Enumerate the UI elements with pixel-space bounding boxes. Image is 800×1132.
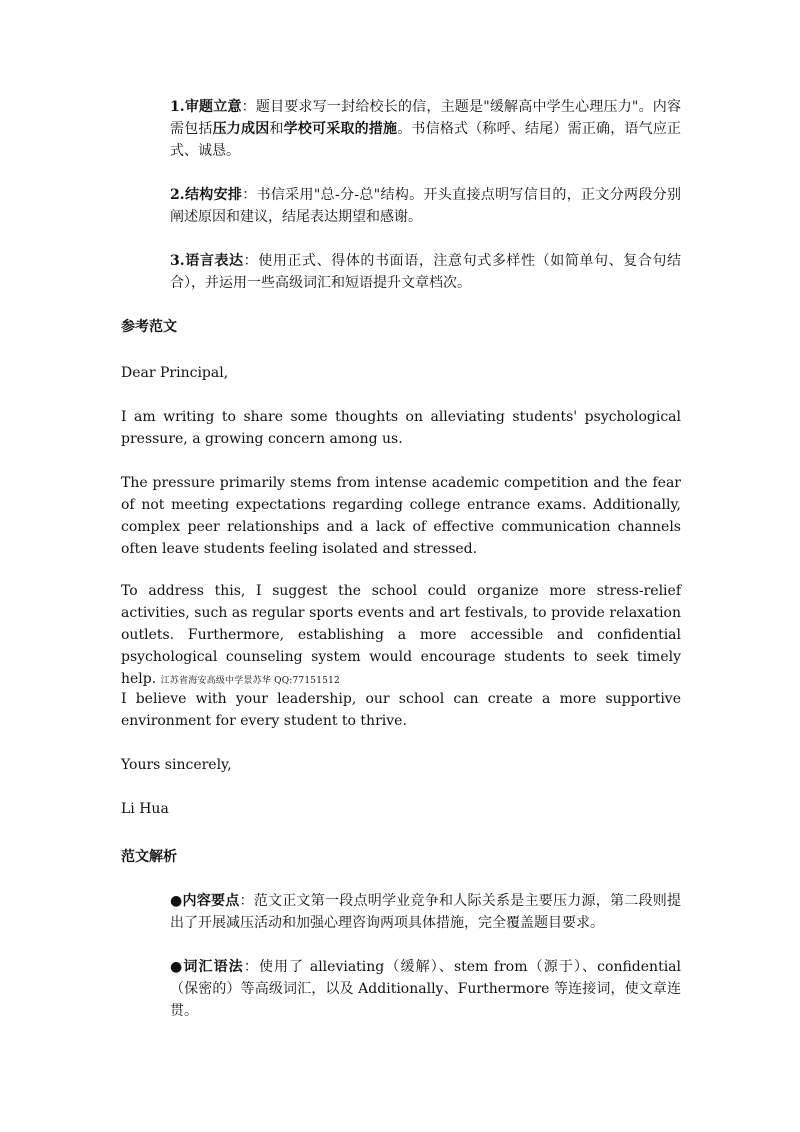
separator: ： <box>243 253 259 269</box>
letter-paragraph-3 <box>121 580 681 692</box>
analysis-item-1-text: 和 <box>269 121 284 137</box>
author-note: 江苏省海安高级中学景苏华 QQ:77151512 <box>160 676 340 686</box>
separator: ： <box>242 187 257 203</box>
commentary-item-1-text: 范文正文第一段点明学业竞争和人际关系是主要压力源，第二段则提出了开展减压活动和加强心理咨询两项具体措施，完全覆盖题目要求。 <box>170 893 682 931</box>
letter-paragraph-2: The pressure primarily stems from intense academic competition and the fear of not meeting expectations regarding college entrance exams. Additionally, complex peer relationships and a lack of effective communication channels often leave students feeling isolated and stressed. <box>121 475 681 557</box>
letter-salutation: Dear Principal, <box>121 365 229 381</box>
letter-paragraph-1: I am writing to share some thoughts on alleviating students' psychological pressure, a growing concern among us. <box>121 409 681 447</box>
analysis-item-2-label: 2.结构安排 <box>170 187 243 203</box>
analysis-item-3 <box>170 250 681 294</box>
letter-paragraph-3-text: To address this, I suggest the school could organize more stress-relief activities, such as regular sports events and art festivals, to provide relaxation outlets. Furthermore, establishing a more accessible and confidential psychological counseling system would encourage students to seek timely help. <box>121 583 681 687</box>
analysis-item-2 <box>170 184 681 228</box>
model-essay-heading: 参考范文 <box>121 319 177 335</box>
analysis-item-1-text: 。书信格式（称呼、结尾）需正确，语气应正式、诚恳。 <box>170 121 682 159</box>
analysis-item-1-label: 1.审题立意 <box>170 99 242 115</box>
commentary-item-2 <box>170 956 681 1022</box>
analysis-item-3-text: 使用正式、得体的书面语，注意句式多样性（如简单句、复合句结合），并运用一些高级词汇和短语提升文章档次。 <box>170 253 682 291</box>
letter-paragraph-4: I believe with your leadership, our school can create a more supportive environment for every student to thrive. <box>121 691 681 729</box>
commentary-item-1 <box>170 890 681 934</box>
analysis-item-1-text: 题目要求写一封给校长的信，主题是"缓解高中学生心理压力"。内容需包括 <box>170 99 681 137</box>
analysis-item-3-label: 3.语言表达 <box>170 253 244 269</box>
letter-closing: Yours sincerely, <box>121 757 232 773</box>
commentary-item-2-label: ●词汇语法 <box>170 959 244 975</box>
separator: ： <box>239 893 254 909</box>
analysis-item-1-emphasis: 学校可采取的措施 <box>283 121 398 137</box>
commentary-item-2-text: 使用了 alleviating（缓解）、stem from（源于）、confidential（保密的）等高级词汇，以及 Additionally、Furthermore 等连接词，使文章连贯。 <box>170 959 682 1019</box>
analysis-item-1-emphasis: 压力成因 <box>212 121 270 137</box>
analysis-item-1 <box>170 96 681 162</box>
commentary-heading: 范文解析 <box>121 849 177 865</box>
separator: ： <box>243 959 259 975</box>
commentary-item-1-label: ●内容要点 <box>170 893 240 909</box>
separator: ： <box>241 99 256 115</box>
analysis-item-2-text: 书信采用"总-分-总"结构。开头直接点明写信目的，正文分两段分别阐述原因和建议，结尾表达期望和感谢。 <box>170 187 681 225</box>
letter-signature: Li Hua <box>121 801 169 817</box>
